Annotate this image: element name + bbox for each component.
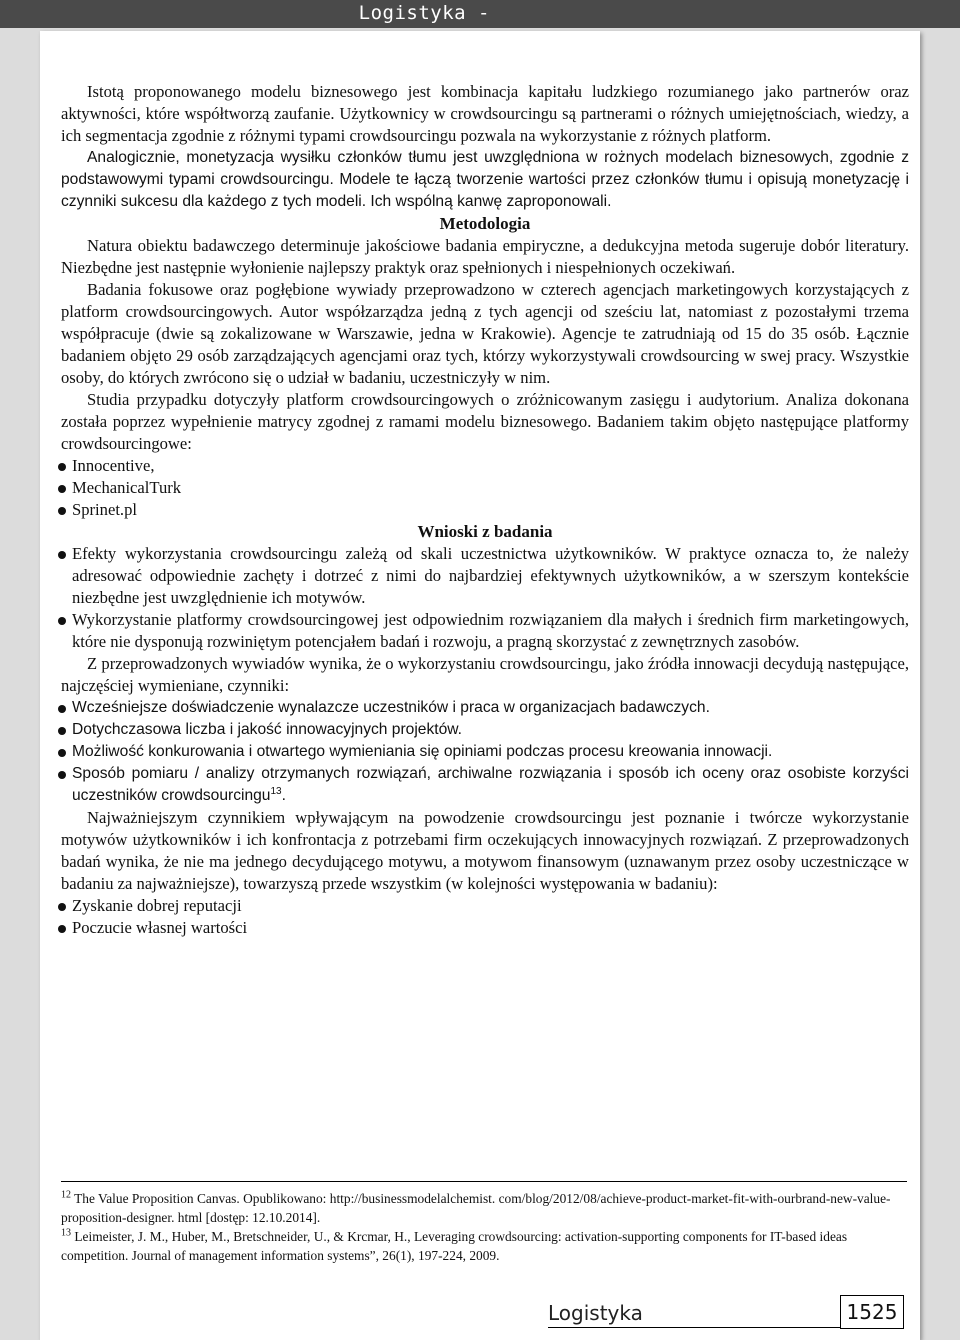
list-item [61, 609, 909, 653]
list-item-text: Sposób pomiaru / analizy otrzymanych rozwiązań, archiwalne rozwiązania i sposób ich oceny oraz osobiste korzyści uczestników crowdsourcingu [72, 765, 909, 804]
list-item-text: Innocentive, [72, 456, 155, 475]
page-number: 1525 [840, 1295, 904, 1329]
bullet-icon [58, 507, 66, 515]
bullet-icon [58, 903, 66, 911]
section-heading-conclusions: Wnioski z badania [417, 522, 553, 541]
list-item [61, 543, 909, 609]
footnote-number: 12 [61, 1189, 71, 1201]
list-item [61, 895, 909, 917]
platform-list [61, 455, 909, 521]
header-bar [0, 0, 960, 28]
sentence: Analogicznie, monetyzacja wysiłku członków tłumu jest uwzględniona w rożnych modelach biznesowych, zgodnie z podstawowymi typami crowdsourcingu. [61, 149, 909, 188]
list-item [61, 499, 909, 521]
paragraph [61, 147, 909, 213]
list-item [61, 741, 909, 763]
motives-list [61, 895, 909, 939]
bullet-icon [58, 771, 66, 779]
factors-list [61, 697, 909, 807]
list-item-text: Zyskanie dobrej reputacji [72, 896, 242, 915]
paragraph: Studia przypadku dotyczyły platform crowdsourcingowych o zróżnicowanym zasięgu i audytorium. Analiza dokonana została poprzez wypełnienie matrycy zgodnej z ramami modelu biznesowego. Badaniem takim objęto następujące platformy crowdsourcingowe: [61, 390, 909, 453]
list-item-text: Sprinet.pl [72, 500, 137, 519]
list-item-end: . [281, 787, 286, 804]
footnote-text: The Value Proposition Canvas. Opublikowano: http://businessmodelalchemist. com/blog/2012/08/achieve-product-market-fit-with-ourbrand-new-value-proposition-designer. html [dostęp: 12.10.2014]. [61, 1191, 891, 1225]
paragraph: Natura obiektu badawczego determinuje jakościowe badania empiryczne, a dedukcyjna metoda sugeruje dobór literatury. Niezbędne jest następnie wyłonienie najlepszy praktyk oraz spełnionych i niespełnionych oczekiwań. [61, 236, 909, 277]
list-item [61, 719, 909, 741]
bullet-icon [58, 485, 66, 493]
bullet-icon [58, 705, 66, 713]
list-item [61, 477, 909, 499]
header-title: Logistyka - [358, 2, 490, 24]
footer-rule [548, 1327, 842, 1328]
bullet-icon [58, 749, 66, 757]
list-item [61, 455, 909, 477]
footnotes [61, 1189, 907, 1265]
list-item-text: Możliwość konkurowania i otwartego wymieniania się opiniami podczas procesu kreowania innowacji. [72, 743, 773, 760]
footnote-13 [61, 1227, 907, 1265]
bullet-icon [58, 463, 66, 471]
bullet-icon [58, 727, 66, 735]
footnote-divider [61, 1181, 907, 1182]
sentence: Modele te łączą tworzenie wartości przez członków tłumu i opisują monetyzację i czynniki sukcesu dla każdego z tych modeli. Ich wspólną kanwę zaproponowali. [61, 171, 909, 210]
list-item-text: Poczucie własnej wartości [72, 918, 248, 937]
article-body [61, 81, 909, 939]
list-item-text: Wcześniejsze doświadczenie wynalazcze uczestników i praca w organizacjach badawczych. [72, 699, 710, 716]
list-item [61, 763, 909, 807]
bullet-icon [58, 551, 66, 559]
list-item-text: Dotychczasowa liczba i jakość innowacyjnych projektów. [72, 721, 463, 738]
conclusions-list [61, 543, 909, 653]
footer-journal-name: Logistyka [548, 1301, 643, 1325]
list-item-text: Efekty wykorzystania crowdsourcingu zależą od skali uczestnictwa użytkowników. W praktyce oznacza to, że należy adresować odpowiednie zachęty i dotrzeć z nimi do najbardziej efektywnych użytkowników, a w szerszym kontekście niezbędne jest uwzględnienie ich motywów. [72, 544, 909, 607]
list-item-text: MechanicalTurk [72, 478, 182, 497]
footnote-number: 13 [61, 1227, 71, 1239]
footnote-text: Leimeister, J. M., Huber, M., Bretschneider, U., & Krcmar, H., Leveraging crowdsourcing: activation-supporting components for IT-based ideas competition. Journal of management information systems”, 26(1), 197-224, 2009. [61, 1229, 848, 1263]
list-item-text: Wykorzystanie platformy crowdsourcingowej jest odpowiednim rozwiązaniem dla małych i średnich firm marketingowych, które nie dysponują rozwiniętym potencjałem badań i rozwoju, a pragną skorzystać z zewnętrznych zasobów. [72, 610, 909, 651]
page [40, 31, 920, 1340]
paragraph: Badania fokusowe oraz pogłębione wywiady przeprowadzono w czterech agencjach marketingowych korzystających z platform crowdsourcingowych. Autor współzarządza jedną z tych agencji od sześciu lat, natomiast z pozostałymi trzema współpracuje (dwie są zokalizowane w Warszawie, jedna w Krakowie). Agencje te zatrudniają od 15 do 35 osób. Łącznie badaniem objęto 29 osób zarządzających agencjami oraz tych, którzy wykorzystywali crowdsourcing w swej pracy. Wszystkie osoby, do których zwrócono się o udział w badaniu, uczestniczyły w nim. [61, 280, 909, 387]
bullet-icon [58, 925, 66, 933]
paragraph: Najważniejszym czynnikiem wpływającym na powodzenie crowdsourcingu jest poznanie i twórcze wykorzystanie motywów użytkowników i ich konfrontacja z potrzebami firm oczekujących innowacyjnych rozwiązań. Z przeprowadzonych badań wynika, że nie ma jednego decydującego motywu, a motywom finansowym (uznawanym przez osoby uczestniczące w badaniu za najważniejsze), towarzyszą przede wszystkim (w kolejności występowania w badaniu): [61, 808, 909, 893]
bullet-icon [58, 617, 66, 625]
list-item [61, 697, 909, 719]
paragraph: Z przeprowadzonych wywiadów wynika, że o wykorzystaniu crowdsourcingu, jako źródła innowacji decydują następujące, najczęściej wymieniane, czynniki: [61, 654, 909, 695]
paragraph: Istotą proponowanego modelu biznesowego jest kombinacja kapitału ludzkiego rozumianego jako partnerów oraz aktywności, które współtworzą zaufanie. Użytkownicy w crowdsourcingu są partnerami o różnych umiejętnościach, wiedzy, a ich segmentacja zgodnie z różnymi typami crowdsourcingu pozwala na wykorzystanie z różnych platform. [61, 82, 909, 145]
footnote-ref: 13 [270, 785, 282, 797]
list-item [61, 917, 909, 939]
section-heading-methodology: Metodologia [439, 214, 531, 233]
footnote-12 [61, 1189, 907, 1227]
